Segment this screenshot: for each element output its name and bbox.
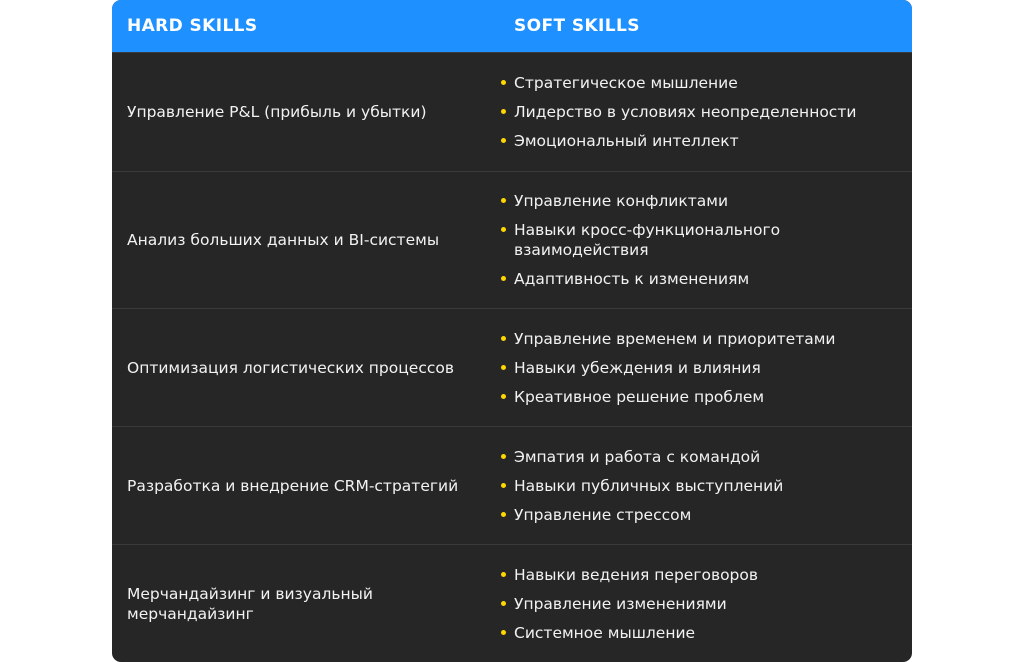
- soft-skills-list: [498, 182, 912, 298]
- soft-skill-item: Адаптивность к изменениям: [514, 269, 892, 289]
- soft-skill-item: Управление конфликтами: [514, 191, 892, 211]
- table-header: [112, 0, 912, 52]
- soft-skill-item: Навыки ведения переговоров: [514, 565, 892, 585]
- soft-skill-item: Навыки кросс-функционального взаимодействия: [514, 220, 892, 260]
- soft-skills-header: SOFT SKILLS: [514, 16, 640, 36]
- soft-skill-item: Навыки убеждения и влияния: [514, 358, 892, 378]
- soft-skill-item: Лидерство в условиях неопределенности: [514, 102, 892, 122]
- soft-skill-item: Креативное решение проблем: [514, 387, 892, 407]
- table-row: [112, 544, 912, 662]
- soft-skill-item: Управление стрессом: [514, 505, 892, 525]
- hard-skill-cell: Разработка и внедрение CRM-стратегий: [127, 476, 459, 495]
- soft-skill-item: Навыки публичных выступлений: [514, 476, 892, 496]
- table-row: [112, 308, 912, 426]
- soft-skills-list: [498, 64, 912, 160]
- soft-skills-list: [498, 438, 912, 534]
- hard-skill-cell: Оптимизация логистических процессов: [127, 358, 455, 377]
- hard-skill-cell: Анализ больших данных и BI-системы: [127, 231, 440, 249]
- soft-skill-item: Эмоциональный интеллект: [514, 131, 892, 151]
- table-row: [112, 171, 912, 308]
- soft-skills-list: [498, 320, 912, 416]
- soft-skill-item: Управление временем и приоритетами: [514, 329, 892, 349]
- soft-skill-item: Управление изменениями: [514, 594, 892, 614]
- skills-table: [112, 0, 912, 662]
- hard-skill-cell: Управление P&L (прибыль и убытки): [127, 103, 427, 121]
- table-row: [112, 426, 912, 544]
- soft-skill-item: Стратегическое мышление: [514, 73, 892, 93]
- hard-skill-cell: Мерчандайзинг и визуальный мерчандайзинг: [127, 584, 373, 623]
- hard-skills-header: HARD SKILLS: [127, 16, 258, 36]
- soft-skills-list: [498, 556, 912, 652]
- soft-skill-item: Эмпатия и работа с командой: [514, 447, 892, 467]
- soft-skill-item: Системное мышление: [514, 623, 892, 643]
- table-row: [112, 52, 912, 171]
